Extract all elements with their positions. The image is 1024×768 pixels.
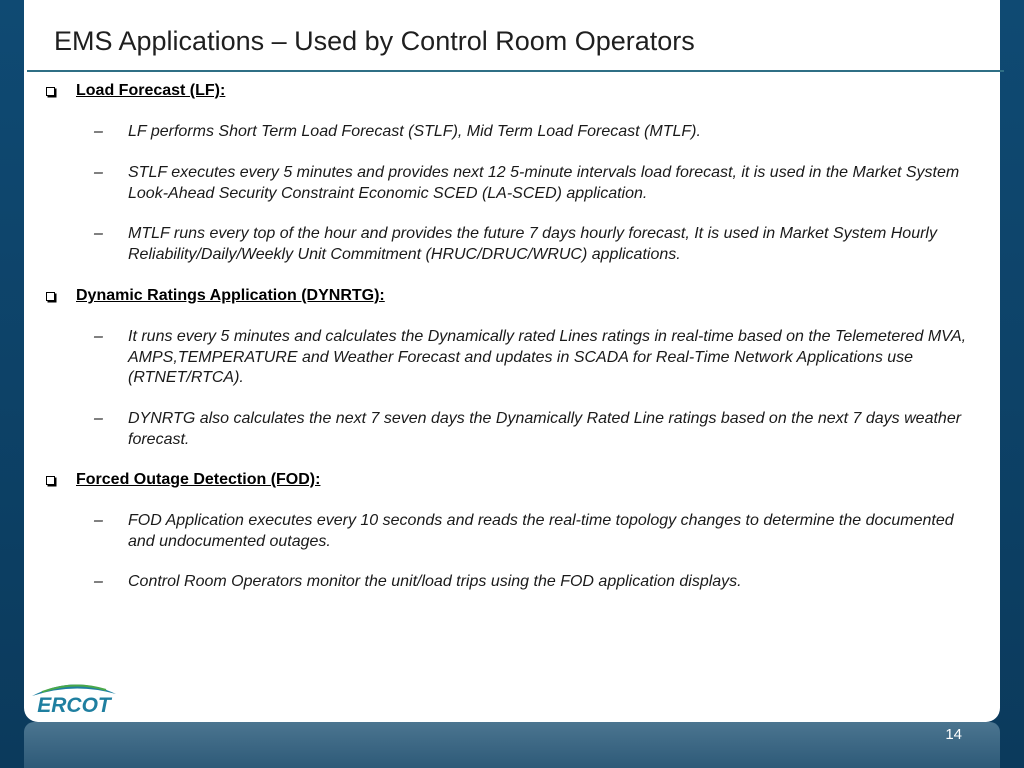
section-dynamic-ratings xyxy=(46,285,385,307)
logo-text: ERCOT xyxy=(37,694,111,717)
bullet-text: MTLF runs every top of the hour and provides the future 7 days hourly forecast, It is used in Market System Hourly Reliability/Daily/Weekly Unit Commitment (HRUC/DRUC/WRUC) applications. xyxy=(128,225,937,263)
dash-bullet-icon xyxy=(94,327,128,389)
section-forced-outage xyxy=(46,469,320,491)
footer-band xyxy=(24,722,1000,768)
slide-canvas xyxy=(24,0,1000,722)
bullet-item xyxy=(94,511,984,552)
dash-bullet-icon xyxy=(94,122,128,143)
bullet-text: FOD Application executes every 10 seconds and reads the real-time topology changes to determine the documented and undocumented outages. xyxy=(128,512,954,550)
section-heading: Forced Outage Detection (FOD): xyxy=(76,471,321,488)
checkbox-bullet-icon xyxy=(46,87,55,96)
title-divider xyxy=(27,70,1004,72)
bullet-item xyxy=(94,122,984,143)
section-load-forecast xyxy=(46,80,225,102)
dash-bullet-icon xyxy=(94,511,128,552)
checkbox-bullet-icon xyxy=(46,292,55,301)
ercot-logo xyxy=(28,676,120,720)
dash-bullet-icon xyxy=(94,409,128,450)
bullet-item xyxy=(94,327,984,389)
page-number: 14 xyxy=(945,726,962,743)
slide-title: EMS Applications – Used by Control Room Operators xyxy=(54,26,695,56)
section-heading: Dynamic Ratings Application (DYNRTG): xyxy=(76,287,385,304)
bullet-item xyxy=(94,409,984,450)
dash-bullet-icon xyxy=(94,224,128,265)
bullet-item xyxy=(94,572,984,593)
bullet-item xyxy=(94,224,984,265)
bullet-text: Control Room Operators monitor the unit/load trips using the FOD application displays. xyxy=(128,573,742,590)
checkbox-bullet-icon xyxy=(46,476,55,485)
bullet-item xyxy=(94,163,984,204)
dash-bullet-icon xyxy=(94,163,128,204)
bullet-text: STLF executes every 5 minutes and provides next 12 5-minute intervals load forecast, it is used in the Market System Look-Ahead Security Constraint Economic SCED (LA-SCED) application. xyxy=(128,164,960,202)
section-heading: Load Forecast (LF): xyxy=(76,82,226,99)
bullet-text: LF performs Short Term Load Forecast (STLF), Mid Term Load Forecast (MTLF). xyxy=(128,123,701,140)
bullet-text: It runs every 5 minutes and calculates the Dynamically rated Lines ratings in real-time based on the Telemetered MVA, AMPS,TEMPERATURE and Weather Forecast and updates in SCADA for Real-Time Network Applications use (RTNET/RTCA). xyxy=(128,328,967,386)
dash-bullet-icon xyxy=(94,572,128,593)
bullet-text: DYNRTG also calculates the next 7 seven days the Dynamically Rated Line ratings based on the next 7 days weather forecast. xyxy=(128,410,962,448)
